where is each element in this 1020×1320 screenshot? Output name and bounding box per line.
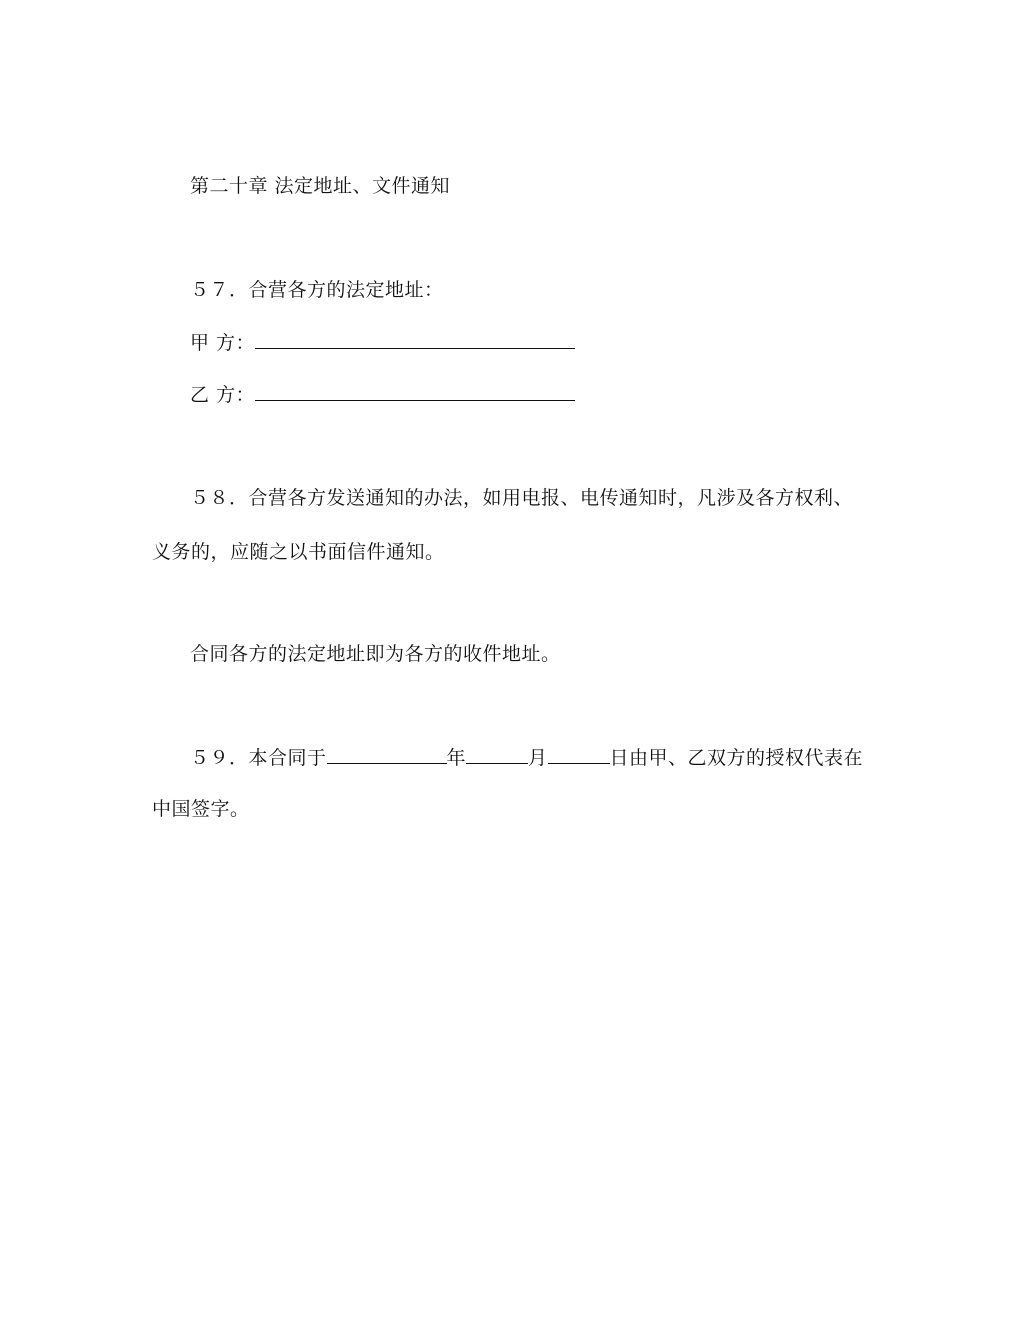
clause-59-line-1	[190, 745, 863, 770]
year-label: 年	[446, 747, 467, 769]
party-b-address-blank[interactable]	[255, 382, 575, 401]
receipt-address-note: 合同各方的法定地址即为各方的收件地址。	[190, 643, 561, 665]
clause-57-title: ５７．合营各方的法定地址：	[190, 279, 444, 301]
month-blank[interactable]	[466, 745, 528, 764]
party-a-label: 甲 方：	[190, 332, 256, 354]
month-label: 月	[528, 747, 548, 769]
clause-58-line-1: ５８．合营各方发送通知的办法，如用电报、电传通知时，凡涉及各方权利、	[190, 487, 854, 509]
party-b-label: 乙 方：	[190, 384, 256, 406]
clause-59-day-suffix: 日由甲、乙双方的授权代表在	[609, 747, 864, 769]
party-a-address-blank[interactable]	[255, 330, 575, 349]
clause-59-line-2: 中国签字。	[152, 798, 250, 820]
clause-58-line-2: 义务的，应随之以书面信件通知。	[152, 541, 445, 563]
party-b-address-row	[190, 382, 575, 407]
year-blank[interactable]	[327, 745, 447, 764]
party-a-address-row	[190, 330, 575, 355]
clause-59-prefix: ５９．本合同于	[190, 747, 327, 769]
day-blank[interactable]	[548, 745, 610, 764]
chapter-heading: 第二十章 法定地址、文件通知	[190, 175, 451, 197]
